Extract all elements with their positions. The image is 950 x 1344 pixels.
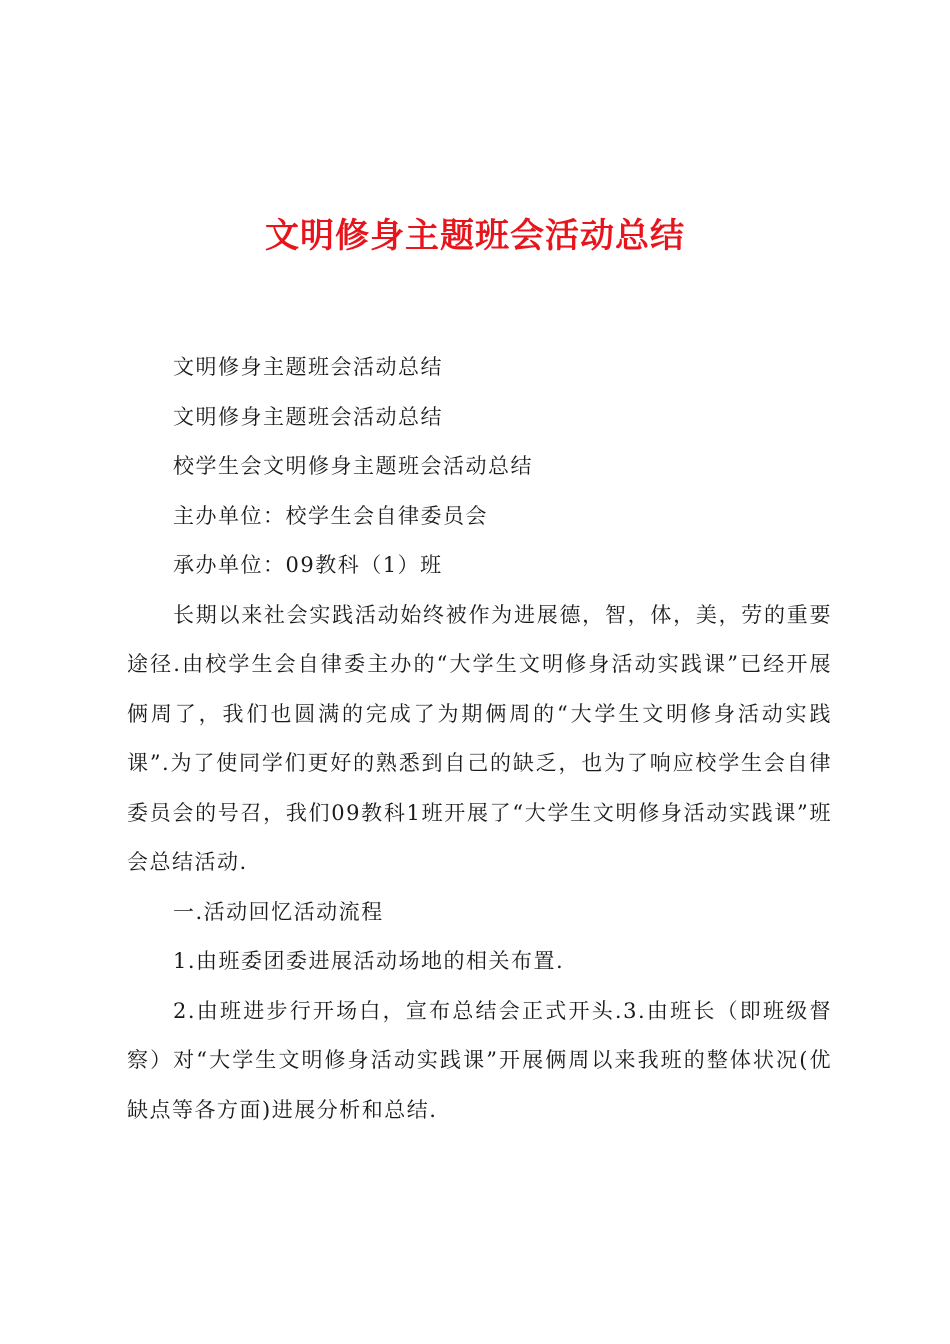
paragraph-intro: 长期以来社会实践活动始终被作为进展德，智，体，美，劳的重要途径.由校学生会自律委主办的“大学生文明修身活动实践课”已经开展俩周了，我们也圆满的完成了为期俩周的“大学生文明修身活动实践课”.为了使同学们更好的熟悉到自己的缺乏，也为了响应校学生会自律委员会的号召，我们09教科1班开展了“大学生文明修身活动实践课”班会总结活动. (127, 602, 832, 874)
paragraph-heading-2: 文明修身主题班会活动总结 (173, 404, 443, 429)
paragraph-organizer: 主办单位：校学生会自律委员会 (173, 503, 488, 528)
paragraph-heading-1: 文明修身主题班会活动总结 (173, 355, 443, 379)
paragraph-host: 承办单位：09教科（1）班 (173, 553, 443, 577)
paragraph-heading-3: 校学生会文明修身主题班会活动总结 (173, 454, 533, 478)
paragraph-section-heading: 一.活动回忆活动流程 (173, 899, 384, 924)
document-title: 文明修身主题班会活动总结 (265, 216, 685, 256)
document-body (127, 343, 832, 1135)
paragraph-step-1: 1.由班委团委进展活动场地的相关布置. (173, 949, 565, 973)
paragraph-step-2-3: 2.由班进步行开场白，宣布总结会正式开头.3.由班长（即班级督察）对“大学生文明修身活动实践课”开展俩周以来我班的整体状况(优缺点等各方面)进展分析和总结. (127, 998, 832, 1122)
